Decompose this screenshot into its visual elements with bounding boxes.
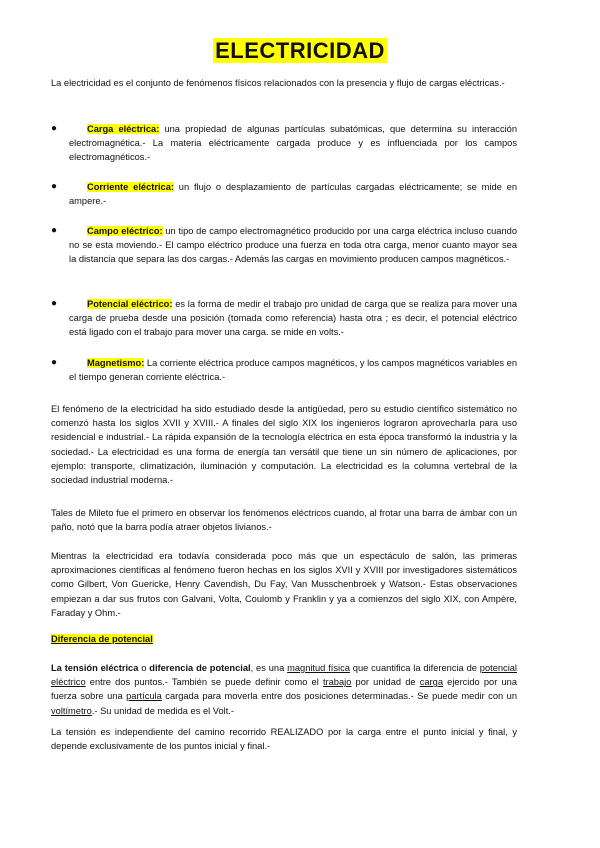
intro-paragraph xyxy=(51,76,517,90)
bullet-icon: ● xyxy=(51,225,58,236)
link-particula[interactable]: partícula xyxy=(126,691,162,702)
intro-text: La electricidad es el conjunto de fenómenos físicos relacionados con la presencia y flujo de cargas eléctricas.- xyxy=(51,78,505,88)
text-run: por unidad de xyxy=(351,677,420,688)
bullet-term: Magnetismo: xyxy=(87,358,145,368)
history-text: El fenómeno de la electricidad ha sido estudiado desde la antigüedad, pero su estudio científico sistemático no comenzó hasta los siglos XVII y XVIII.- A finales del siglo XIX los ingenieros lograron aprovecharla para uso residencial e industrial.- La rápida expansión de la tecnología eléctrica en esta época transformó la industria y la sociedad.- La electricidad es una forma de energía tan versátil que tiene un sin número de aplicaciones, por ejemplo: transporte, climatización, iluminación y computación. La electricidad es la columna vertebral de la sociedad industrial moderna.- xyxy=(51,404,517,486)
link-voltimetro[interactable]: voltímetro xyxy=(51,705,92,716)
page-title-text: ELECTRICIDAD xyxy=(215,38,385,63)
bullet-item-carga xyxy=(51,122,517,165)
term-diferencia: diferencia de potencial xyxy=(149,663,251,673)
bullet-icon: ● xyxy=(51,357,58,368)
text-run: que cuantifica la diferencia de xyxy=(349,663,480,673)
bullet-item-magnetismo xyxy=(51,356,517,384)
bullet-text: un tipo de campo electromagnético producido por una carga eléctrica incluso cuando no se esta moviendo.- El campo eléctrico produce una fuerza en toda otra carga, menor cuanto mayor sea la distancia que separa las dos cargas.- Además las cargas en movimiento producen campos magnéticos.- xyxy=(69,226,517,265)
page-title xyxy=(0,38,600,64)
link-magnitud-fisica[interactable]: magnitud física xyxy=(287,663,350,673)
bullet-text: una propiedad de algunas partículas subatómicas, que determina su interacción electromagnética.- La materia eléctricamente cargada produce y es influenciada por los campos electromagnéticos.- xyxy=(69,124,517,163)
section-heading xyxy=(51,634,153,644)
tales-text: Tales de Mileto fue el primero en observar los fenómenos eléctricos cuando, al frotar una barra de ámbar con un paño, notó que la barra podía atraer objetos livianos.- xyxy=(51,508,517,533)
bullet-item-campo xyxy=(51,224,517,267)
text-run: .- Su unidad de medida es el Volt.- xyxy=(91,705,234,716)
text-run: cargada para moverla entre dos posiciones determinadas.- Se puede medir con un xyxy=(161,691,518,702)
independence-paragraph xyxy=(51,725,517,753)
link-trabajo[interactable]: trabajo xyxy=(322,677,352,688)
independence-text: La tensión es independiente del camino recorrido REALIZADO por la carga entre el punto inicial y final, y depende exclusivamente de los puntos inicial y final.- xyxy=(51,727,517,752)
text-run: o xyxy=(138,663,150,673)
bullet-icon: ● xyxy=(51,181,58,192)
bullet-text: es la forma de medir el trabajo pro unidad de carga que se realiza para mover una carga de prueba desde una posición (tomada como referencia) hasta otra ; es decir, el potencial eléctrico está ligado con el trabajo para mover una carga. se mide en volts.- xyxy=(69,299,517,338)
text-run: ejercido por una fuerza sobre una xyxy=(51,677,517,702)
text-run: entre dos puntos.- También se puede definir como el xyxy=(85,677,323,688)
bullet-text: La corriente eléctrica produce campos magnéticos, y los campos magnéticos variables en el tiempo generan corriente eléctrica.- xyxy=(69,358,517,383)
section-heading-text: Diferencia de potencial xyxy=(51,634,153,644)
link-carga[interactable]: carga xyxy=(419,677,443,688)
bullet-icon: ● xyxy=(51,123,58,134)
link-potencial-electrico[interactable]: potencial eléctrico xyxy=(51,663,517,688)
bullet-item-potencial xyxy=(51,297,517,340)
bullet-icon: ● xyxy=(51,298,58,309)
scientists-paragraph xyxy=(51,549,517,620)
bullet-term: Campo eléctrico: xyxy=(87,226,163,236)
tension-paragraph xyxy=(51,661,517,718)
term-tension: La tensión eléctrica xyxy=(51,663,139,673)
scientists-text: Mientras la electricidad era todavía considerada poco más que un espectáculo de salón, las primeras aproximaciones científicas al fenómeno fueron hechas en los siglos XVII y XVIII por investigadores sistemáticos como Gilbert, Von Guericke, Henry Cavendish, Du Fay, Van Musschenbroek y Watson.- Estas observaciones empiezan a dar sus frutos con Galvani, Volta, Coulomb y Franklin y ya a comienzos del siglo XIX, con Ampère, Faraday y Ohm.- xyxy=(51,551,517,618)
bullet-term: Potencial eléctrico: xyxy=(87,299,173,309)
bullet-term: Carga eléctrica: xyxy=(87,124,160,134)
tales-paragraph xyxy=(51,506,517,534)
bullet-text: un flujo o desplazamiento de partículas cargadas eléctricamente; se mide en ampere.- xyxy=(69,182,517,207)
tension-text xyxy=(51,661,517,718)
text-run: , es una xyxy=(250,663,288,673)
bullet-item-corriente xyxy=(51,180,517,208)
bullet-term: Corriente eléctrica: xyxy=(87,182,174,192)
history-paragraph xyxy=(51,402,517,487)
